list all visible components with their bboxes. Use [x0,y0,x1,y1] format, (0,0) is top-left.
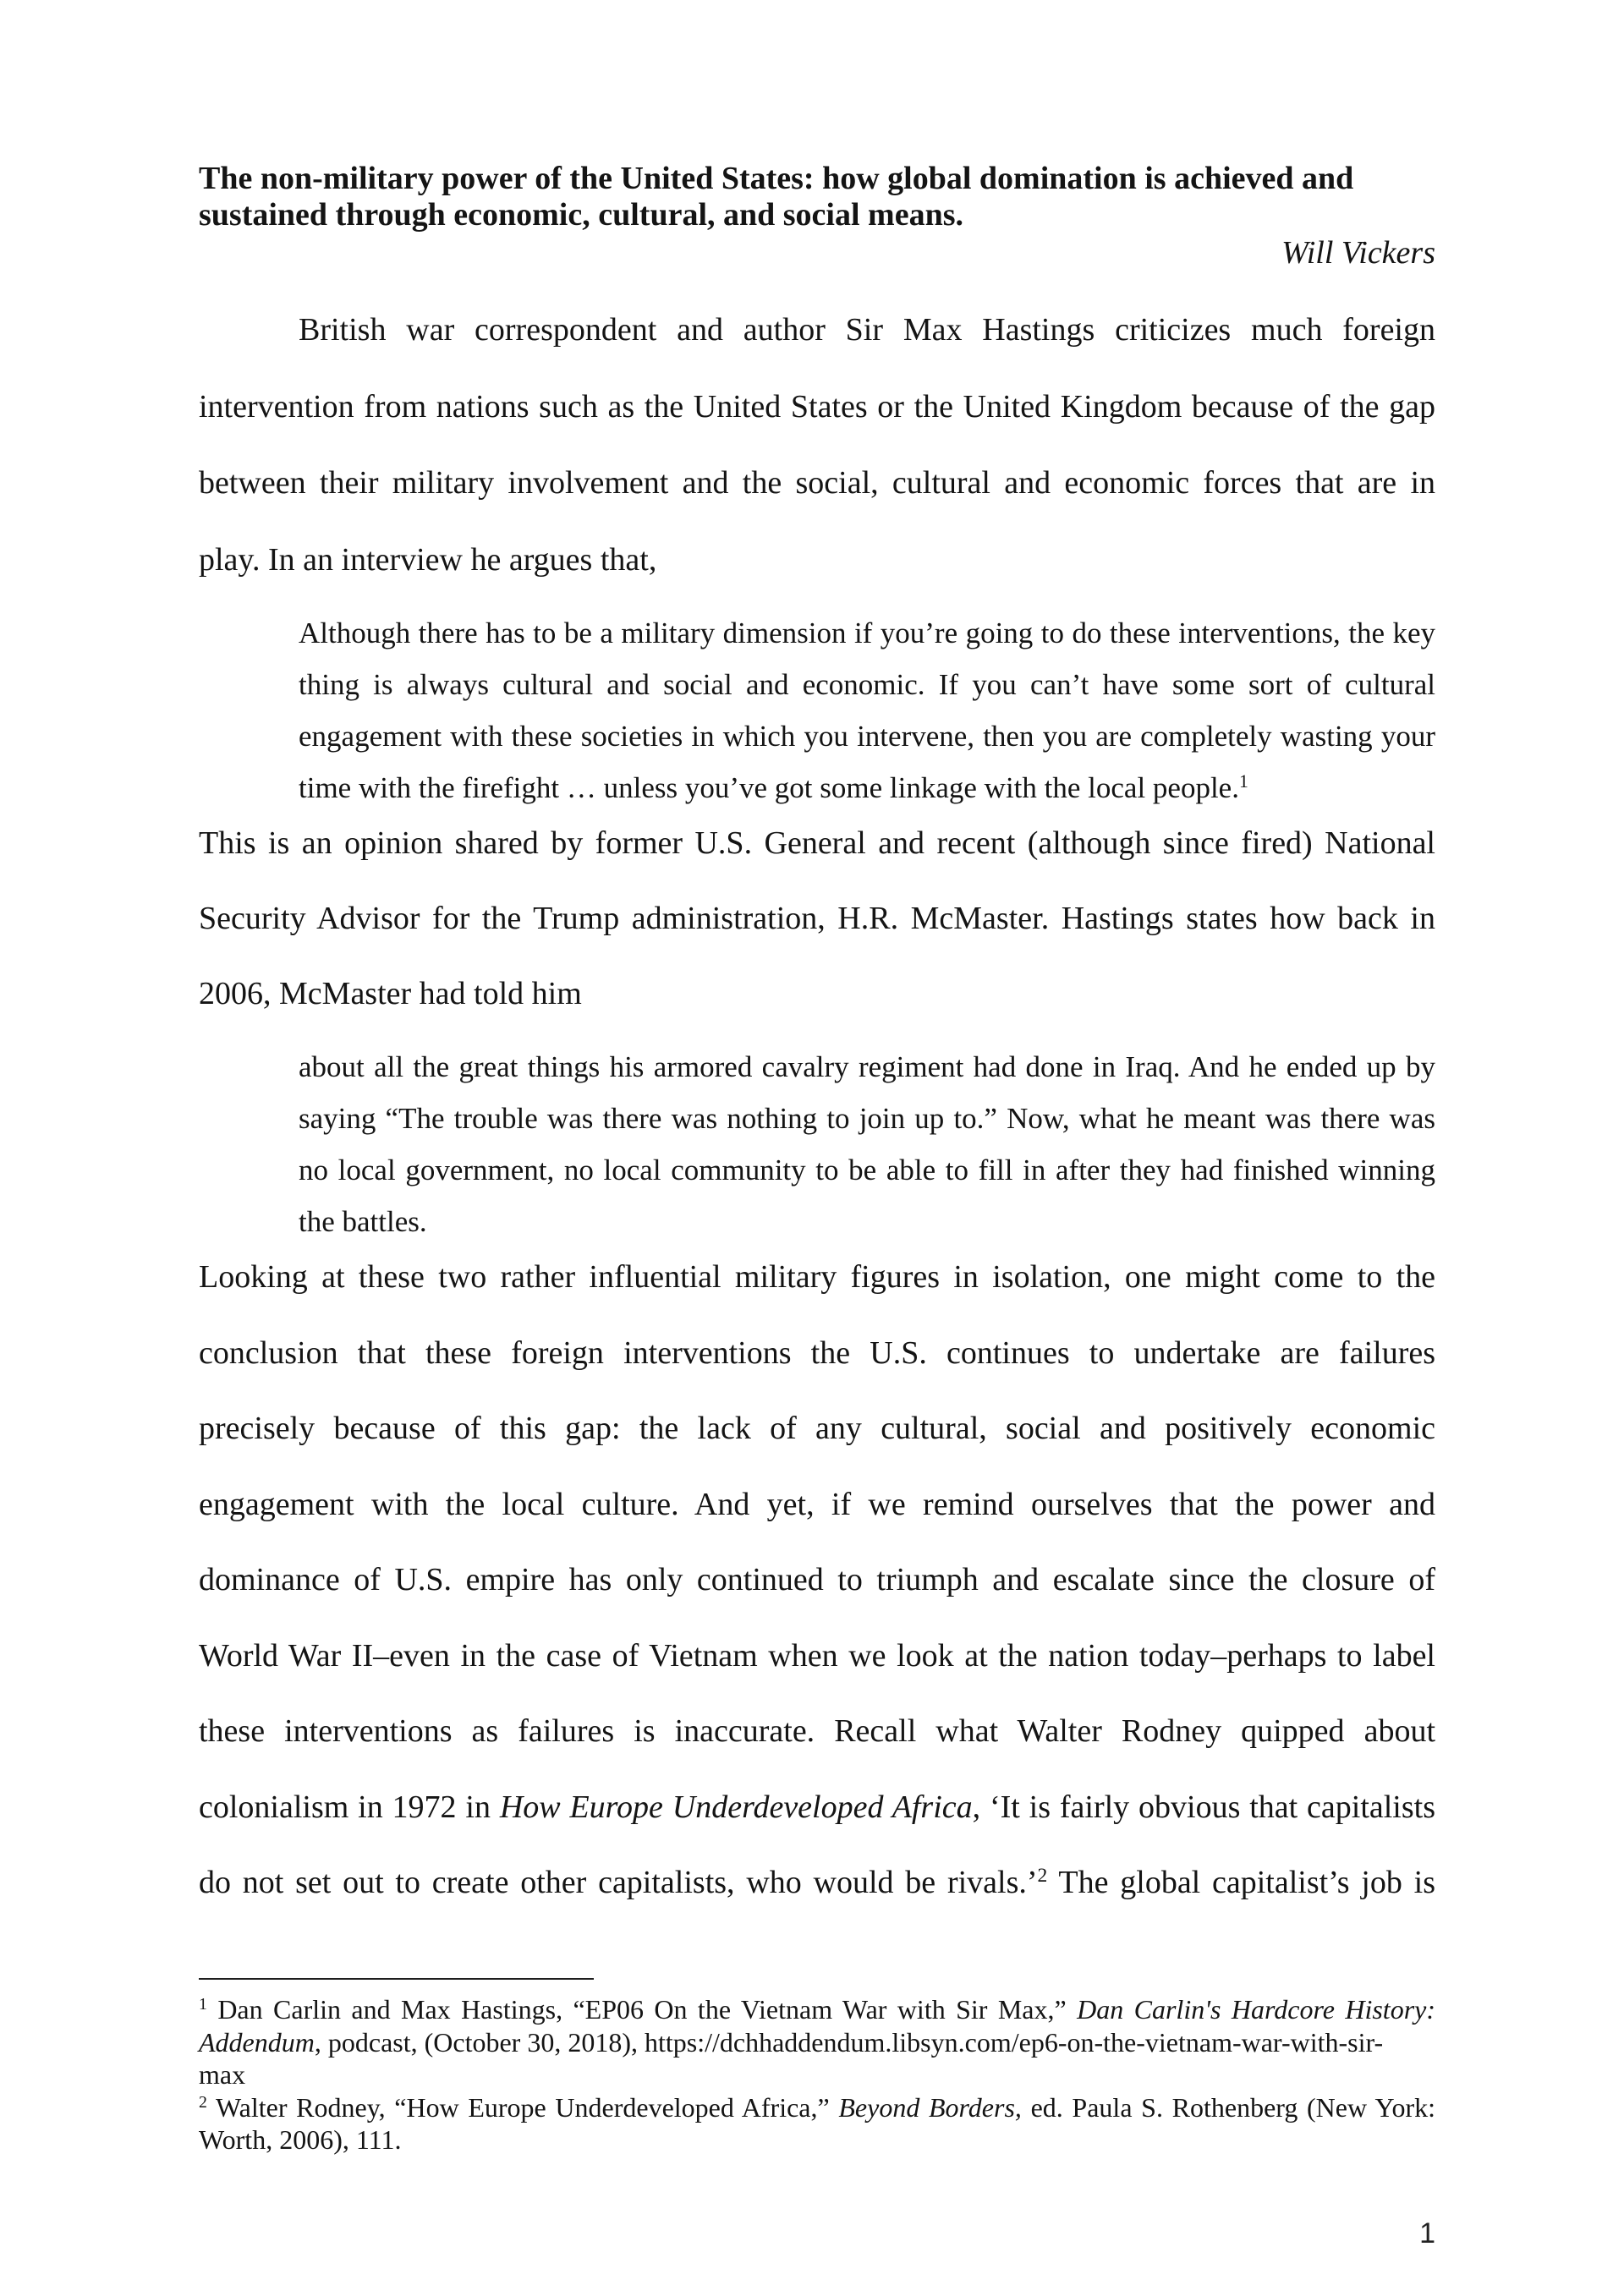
quote-line: engagement with these societies in which you intervene, then you are completely wasting your [299,720,1435,753]
body-line [199,1845,1435,1921]
body-line: play. In an interview he argues that, [199,541,657,578]
quote-line: no local government, no local community to be able to fill in after they had finished winning [299,1153,1435,1186]
footnote-text: ed. Paula S. Rothenberg (New York: [1021,2091,1436,2123]
footnote-reference: 2 [1037,1865,1048,1888]
title-line: sustained through economic, cultural, and social means. [199,197,963,233]
body-line: between their military involvement and the social, cultural and economic forces that are in [199,465,1435,501]
body-text: The global capitalist’s job is [1047,1865,1435,1900]
body-line: engagement with the local culture. And yet, if we remind ourselves that the power and [199,1486,1435,1522]
body-line: This is an opinion shared by former U.S. General and recent (although since fired) National [199,825,1435,861]
body-line: Looking at these two rather influential military figures in isolation, one might come to the [199,1259,1435,1295]
footnote-reference: 1 [1238,771,1248,792]
footnote-text: , podcast, (October 30, 2018), https://dchhaddendum.libsyn.com/ep6-on-the-vietnam-war-with-sir- [314,2026,1384,2058]
body-line: intervention from nations such as the United States or the United Kingdom because of the gap [199,388,1435,425]
footnote-line [199,2091,1435,2124]
body-line: these interventions as failures is inaccurate. Recall what Walter Rodney quipped about [199,1713,1435,1749]
block-quote-1 [299,607,1435,814]
quote-line: about all the great things his armored cavalry regiment had done in Iraq. And he ended up by [299,1050,1435,1083]
footnote-number: 2 [199,2092,207,2112]
footnote-italic: Beyond Borders, [838,2091,1022,2123]
body-text: , ‘It is fairly obvious that capitalists [972,1789,1436,1825]
footnote-separator [199,1978,594,1980]
body-text: do not set out to create other capitalists, who would be rivals.’ [199,1865,1038,1900]
book-title-italic: How Europe Underdeveloped Africa [499,1789,973,1825]
author-name: Will Vickers [1281,235,1435,271]
body-line: British war correspondent and author Sir Max Hastings criticizes much foreign [299,312,1435,348]
body-line: conclusion that these foreign interventions the U.S. continues to undertake are failures [199,1334,1435,1371]
footnote-text: Walter Rodney, “How Europe Underdeveloped Africa,” [206,2091,839,2123]
body-line: World War II–even in the case of Vietnam when we look at the nation today–perhaps to label [199,1637,1435,1674]
paragraph-2 [199,806,1435,1032]
footnote-line: max [199,2059,246,2091]
footnote-italic: Dan Carlin's Hardcore History: [1077,1994,1436,2025]
quote-line: the battles. [299,1205,427,1238]
paragraph-1 [199,292,1435,598]
body-text: colonialism in 1972 in [199,1789,500,1825]
block-quote-2 [299,1041,1435,1247]
body-line: dominance of U.S. empire has only continued to triumph and escalate since the closure of [199,1562,1435,1597]
body-line: Security Advisor for the Trump administration, H.R. McMaster. Hastings states how back in [199,901,1435,936]
quote-text: time with the firefight … unless you’ve got some linkage with the local people. [299,771,1239,804]
body-line: 2006, McMaster had told him [199,976,582,1011]
quote-line: Although there has to be a military dimension if you’re going to do these interventions, the key [299,616,1435,649]
quote-line: saying “The trouble was there was nothing to join up to.” Now, what he meant was there was [299,1102,1435,1135]
footnote-italic: Addendum [199,2026,315,2058]
footnote-line: Worth, 2006), 111. [199,2124,402,2156]
footnote-number: 1 [199,1995,207,2014]
body-line [199,1770,1435,1846]
footnote-line [199,2026,1435,2059]
footnote-line [199,1993,1435,2026]
title-line: The non-military power of the United States: how global domination is achieved and [199,161,1354,196]
page-number: 1 [1419,2217,1435,2249]
footnotes [199,1993,1435,2156]
essay-title [199,161,1435,233]
paragraph-3 [199,1240,1435,1921]
footnote-text: Dan Carlin and Max Hastings, “EP06 On the Vietnam War with Sir Max,” [206,1994,1078,2025]
quote-line: thing is always cultural and social and economic. If you can’t have some sort of cultural [299,668,1435,701]
body-line: precisely because of this gap: the lack of any cultural, social and positively economic [199,1411,1435,1446]
